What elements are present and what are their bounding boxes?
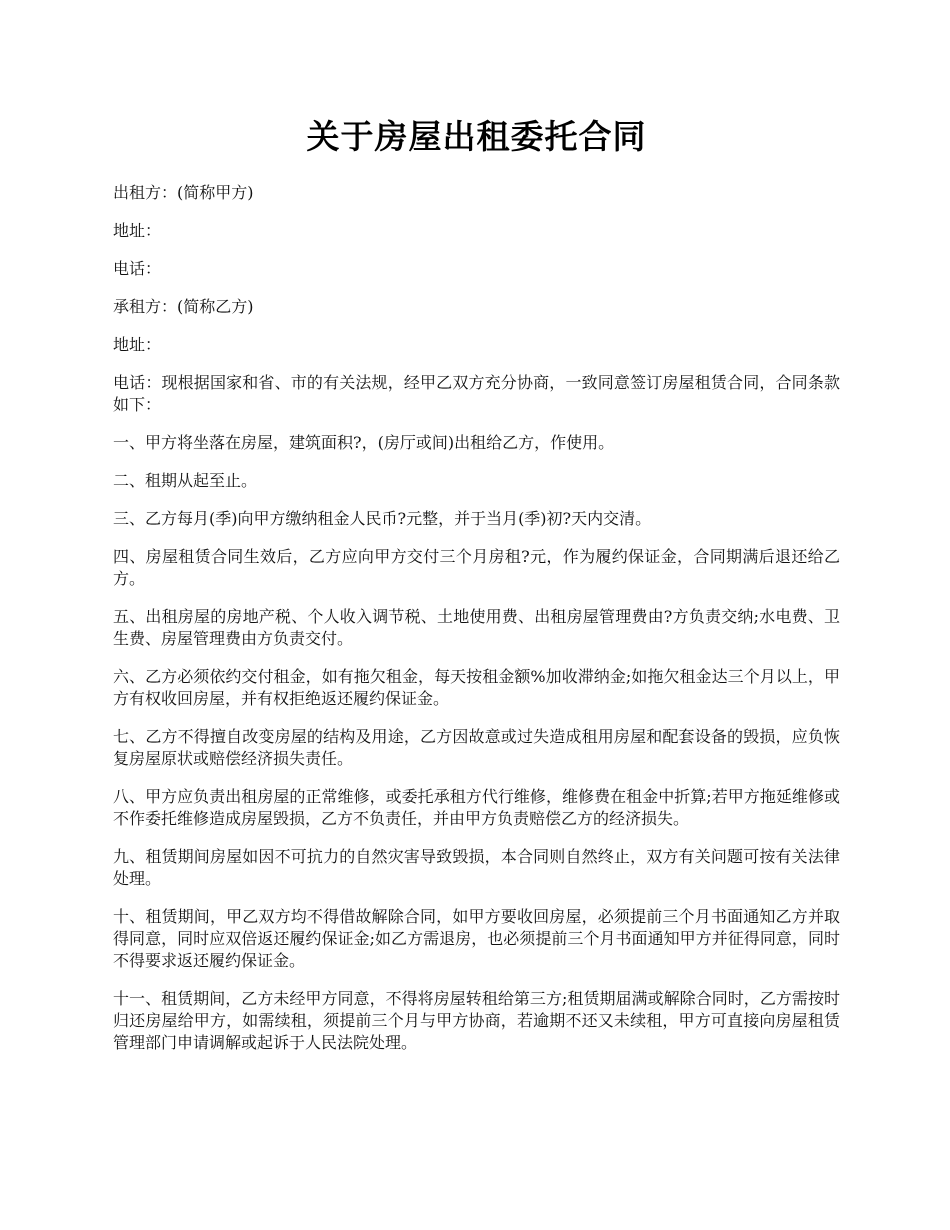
preamble-paragraph: 电话：现根据国家和省、市的有关法规，经甲乙双方充分协商，一致同意签订房屋租赁合同，合同条款如下：: [113, 373, 840, 414]
clause-2: 二、租期从起至止。: [113, 471, 258, 490]
party-a-address: 地址：: [113, 221, 162, 240]
document-title: 关于房屋出租委托合同: [306, 117, 647, 156]
clause-11: 十一、租赁期间，乙方未经甲方同意，不得将房屋转租给第三方;租赁期届满或解除合同时，乙方需按时归还房屋给甲方，如需续租，须提前三个月与甲方协商，若逾期不还又未续租，甲方可直接向房屋租赁管理部门申请调解或起诉于人民法院处理。: [113, 989, 840, 1052]
clause-3: 三、乙方每月(季)向甲方缴纳租金人民币?元整，并于当月(季)初?天内交清。: [113, 509, 652, 528]
clause-4: 四、房屋租赁合同生效后，乙方应向甲方交付三个月房租?元，作为履约保证金，合同期满后退还给乙方。: [113, 547, 840, 588]
clause-10: 十、租赁期间，甲乙双方均不得借故解除合同，如甲方要收回房屋，必须提前三个月书面通知乙方并取得同意，同时应双倍返还履约保证金;如乙方需退房，也必须提前三个月书面通知甲方并征得同意，同时不得要求返还履约保证金。: [113, 907, 840, 970]
clause-7: 七、乙方不得擅自改变房屋的结构及用途，乙方因故意或过失造成租用房屋和配套设备的毁损，应负恢复房屋原状或赔偿经济损失责任。: [113, 727, 840, 768]
document-body: [113, 182, 840, 1054]
clause-5: 五、出租房屋的房地产税、个人收入调节税、土地使用费、出租房屋管理费由?方负责交纳;水电费、卫生费、房屋管理费由方负责交付。: [113, 607, 840, 648]
clause-6: 六、乙方必须依约交付租金，如有拖欠租金，每天按租金额%加收滞纳金;如拖欠租金达三个月以上，甲方有权收回房屋，并有权拒绝返还履约保证金。: [113, 667, 840, 708]
party-a-line: 出租方：(简称甲方): [113, 183, 254, 202]
party-b-line: 承租方：(简称乙方): [113, 297, 254, 316]
clause-8: 八、甲方应负责出租房屋的正常维修，或委托承租方代行维修，维修费在租金中折算;若甲方拖延维修或不作委托维修造成房屋毁损，乙方不负责任，并由甲方负责赔偿乙方的经济损失。: [113, 787, 840, 828]
clause-9: 九、租赁期间房屋如因不可抗力的自然灾害导致毁损，本合同则自然终止，双方有关问题可按有关法律处理。: [113, 847, 840, 888]
party-a-phone: 电话：: [113, 259, 162, 278]
party-b-address: 地址：: [113, 335, 162, 354]
document-page: [113, 115, 840, 1070]
clause-1: 一、甲方将坐落在房屋，建筑面积?，(房厅或间)出租给乙方，作使用。: [113, 433, 615, 452]
